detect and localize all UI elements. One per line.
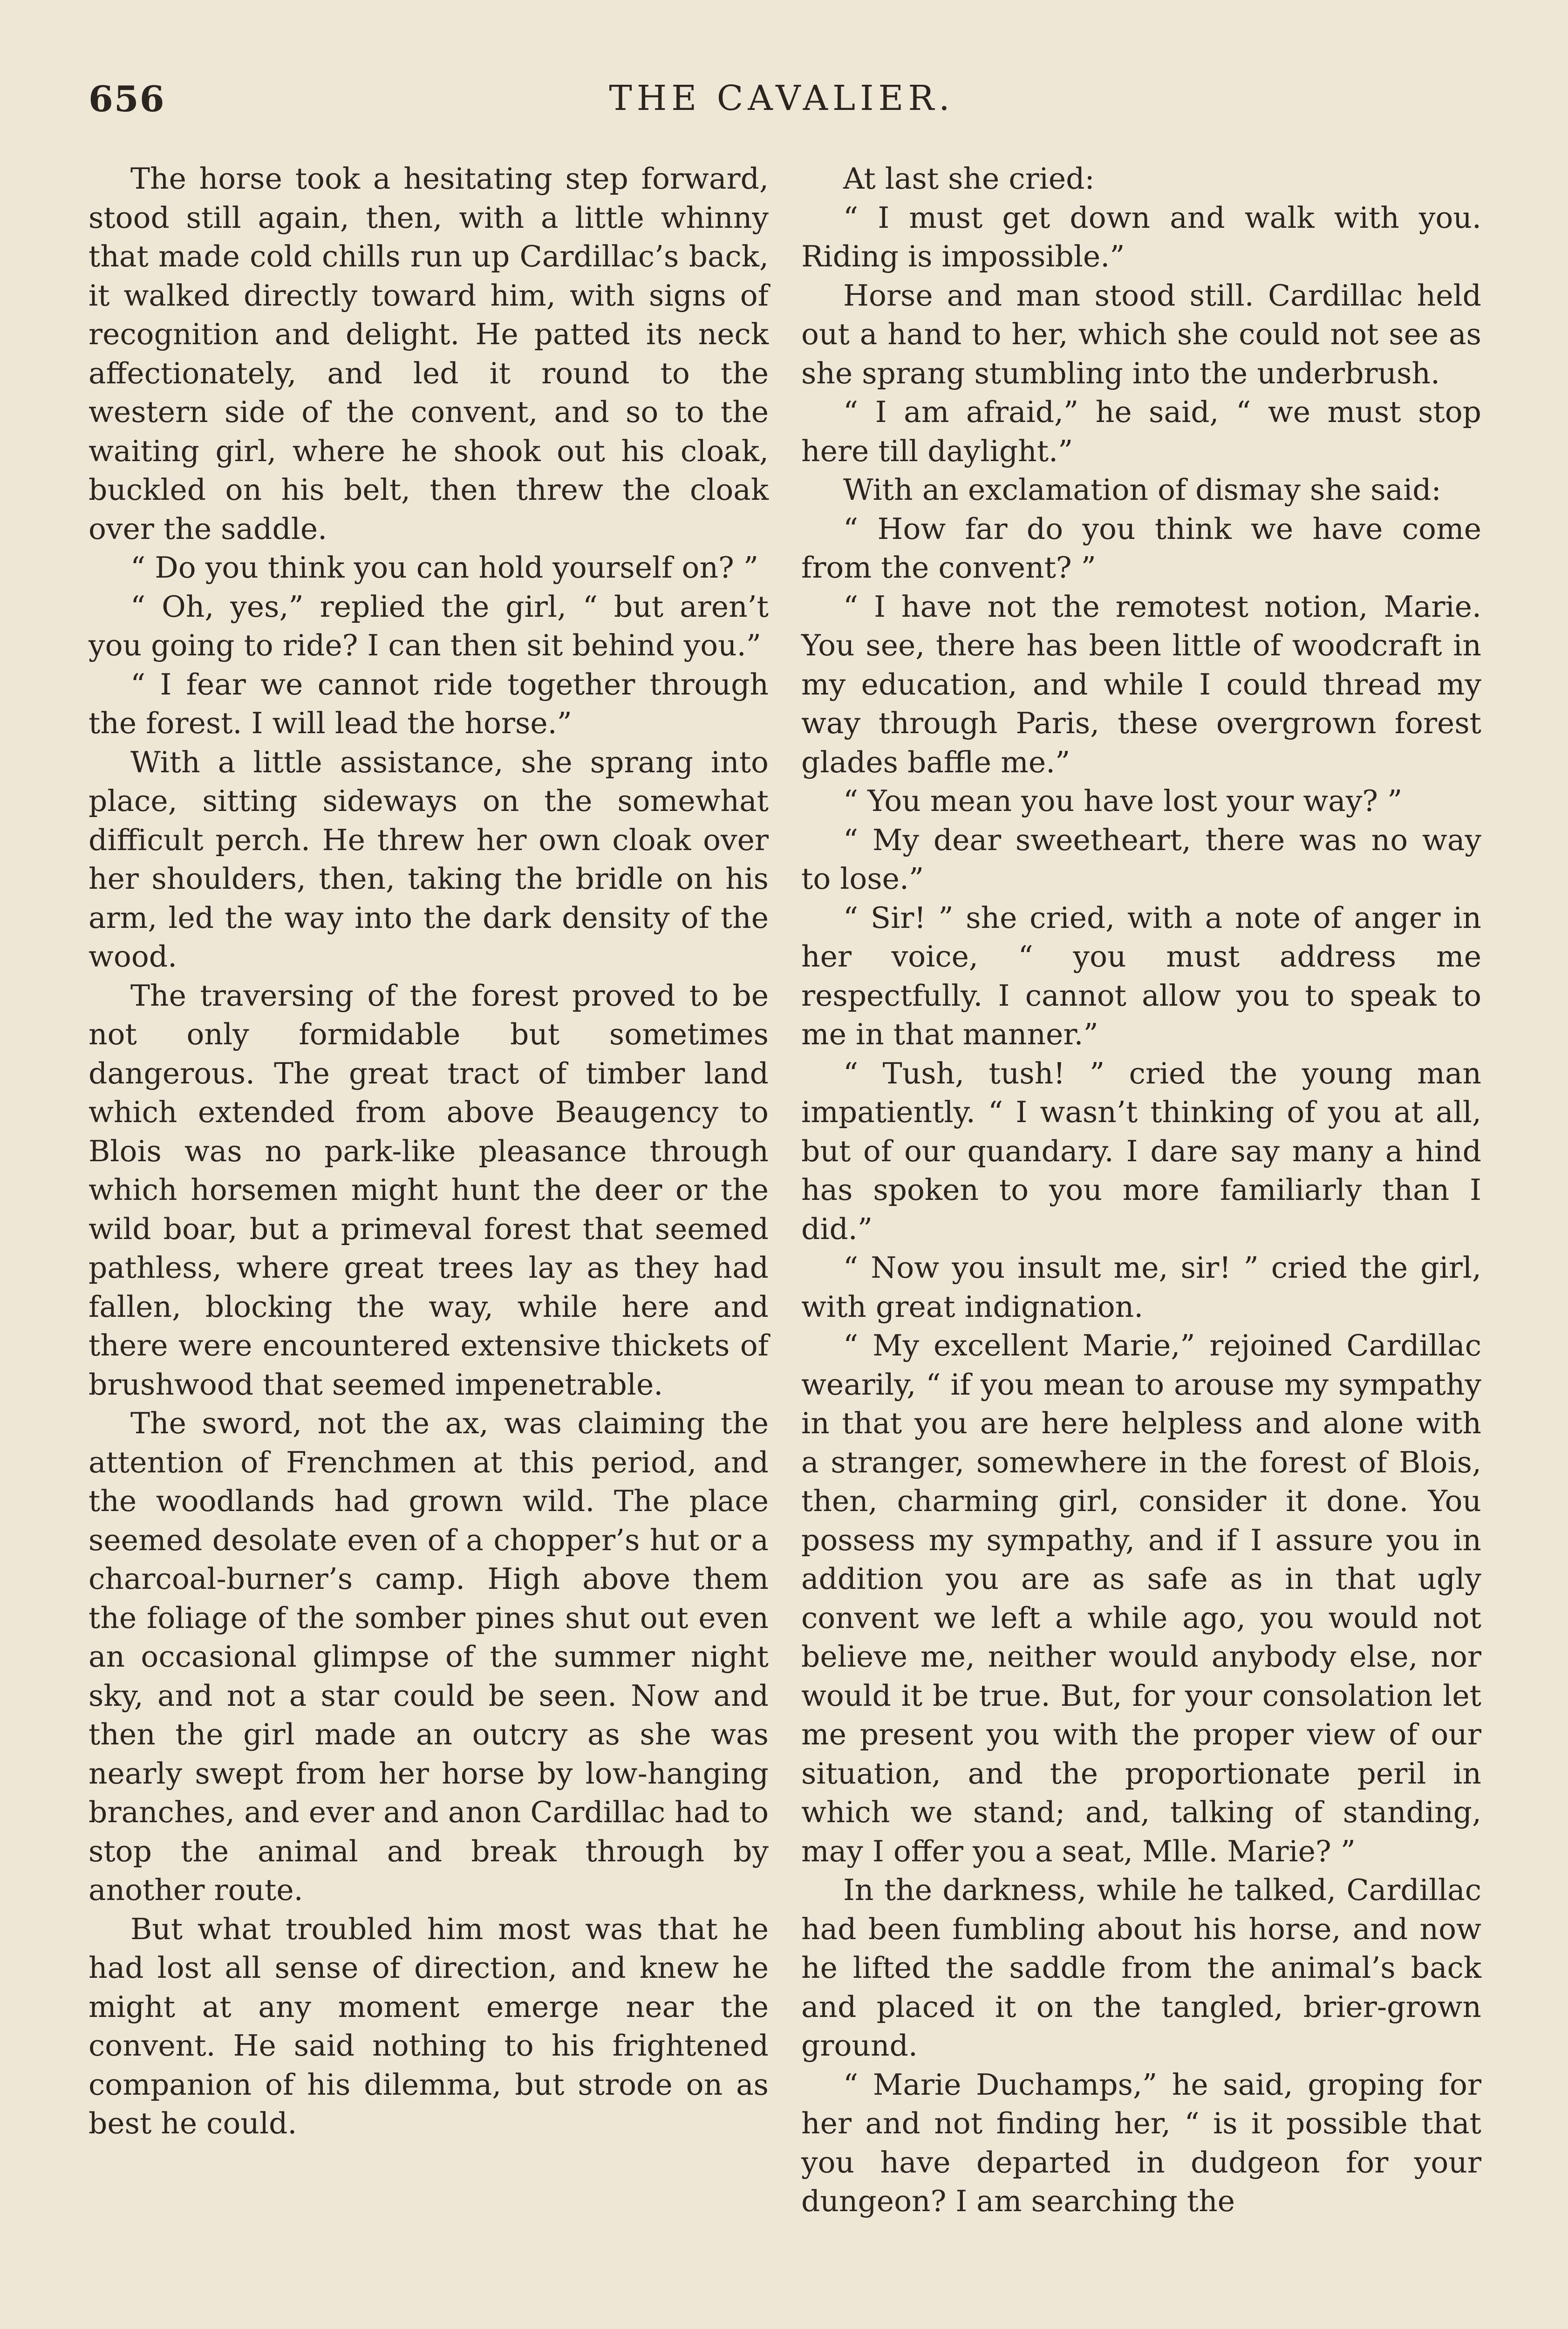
paragraph: In the darkness, while he talked, Cardillac had been fumbling about his horse, and now he lifted the saddle from the animal’s back and placed it on the tangled, brier-grown ground. [801,1873,1481,2063]
page-header [89,78,1475,129]
paragraph: “ Sir! ” she cried, with a note of anger in her voice, “ you must address me respectfully. I cannot allow you to speak to me in that manner.” [801,900,1481,1051]
paragraph: “ My dear sweetheart, there was no way to lose.” [801,823,1481,896]
paragraph: “ I fear we cannot ride together through the forest. I will lead the horse.” [89,667,769,740]
paragraph: “ Marie Duchamps,” he said, groping for her and not finding her, “ is it possible that you have departed in dudgeon for your dungeon? I am searching the [801,2067,1481,2218]
paragraph: “ I must get down and walk with you. Riding is impossible.” [801,200,1481,273]
paragraph: With an exclamation of dismay she said: [843,473,1441,507]
left-column [89,159,769,2143]
right-column [801,159,1481,2221]
paragraph: “ My excellent Marie,” rejoined Cardillac wearily, “ if you mean to arouse my sympathy in that you are here helpless and alone with a stranger, somewhere in the forest of Blois, then, charming girl, consider it done. You possess my sympathy, and if I assure you in addition you are as safe as in that ugly convent we left a while ago, you would not believe me, neither would anybody else, nor would it be true. But, for your consolation let me present you with the proper view of our situation, and the proportionate peril in which we stand; and, talking of standing, may I offer you a seat, Mlle. Marie? ” [801,1328,1481,1868]
paragraph: “ Now you insult me, sir! ” cried the girl, with great indignation. [801,1251,1481,1324]
magazine-title: THE CAVALIER. [609,78,954,118]
paragraph: The traversing of the forest proved to be not only formidable but sometimes dangerous. The great tract of timber land which extended from above Beaugency to Blois was no park-like pleasance through which horsemen might hunt the deer or the wild boar, but a primeval forest that seemed pathless, where great trees lay as they had fallen, blocking the way, while here and there were encountered extensive thickets of brushwood that seemed impenetrable. [89,978,769,1402]
paragraph: “ You mean you have lost your way? ” [843,784,1403,818]
page-number: 656 [89,78,165,120]
paragraph: With a little assistance, she sprang into place, sitting sideways on the somewhat difficult perch. He threw her own cloak over her shoulders, then, taking the bridle on his arm, led the way into the dark density of the wood. [89,745,769,974]
paragraph: “ How far do you think we have come from the convent? ” [801,511,1481,585]
paragraph: “ Tush, tush! ” cried the young man impatiently. “ I wasn’t thinking of you at all, but of our quandary. I dare say many a hind has spoken to you more familiarly than I did.” [801,1056,1481,1246]
paragraph: Horse and man stood still. Cardillac held out a hand to her, which she could not see as she sprang stumbling into the underbrush. [801,278,1481,390]
paragraph: The horse took a hesitating step forward, stood still again, then, with a little whinny that made cold chills run up Cardillac’s back, it walked directly toward him, with signs of recognition and delight. He patted its neck affectionately, and led it round to the western side of the convent, and so to the waiting girl, where he shook out his cloak, buckled on his belt, then threw the cloak over the saddle. [89,162,769,546]
paragraph: “ I am afraid,” he said, “ we must stop here till daylight.” [801,395,1481,468]
paragraph: But what troubled him most was that he had lost all sense of direction, and knew he might at any moment emerge near the convent. He said nothing to his frightened companion of his dilemma, but strode on as best he could. [89,1912,769,2140]
paragraph: At last she cried: [843,162,1095,196]
paragraph: “ I have not the remotest notion, Marie. You see, there has been little of woodcraft in my education, and while I could thread my way through Paris, these overgrown forest glades baffle me.” [801,589,1481,779]
paragraph: “ Oh, yes,” replied the girl, “ but aren’t you going to ride? I can then sit behind you.” [89,589,769,662]
paragraph: “ Do you think you can hold yourself on? ” [130,551,759,585]
paragraph: The sword, not the ax, was claiming the attention of Frenchmen at this period, and the woodlands had grown wild. The place seemed desolate even of a chopper’s hut or a charcoal-burner’s camp. High above them the foliage of the somber pines shut out even an occasional glimpse of the summer night sky, and not a star could be seen. Now and then the girl made an outcry as she was nearly swept from her horse by low-hanging branches, and ever and anon Cardillac had to stop the animal and break through by another route. [89,1406,769,1907]
